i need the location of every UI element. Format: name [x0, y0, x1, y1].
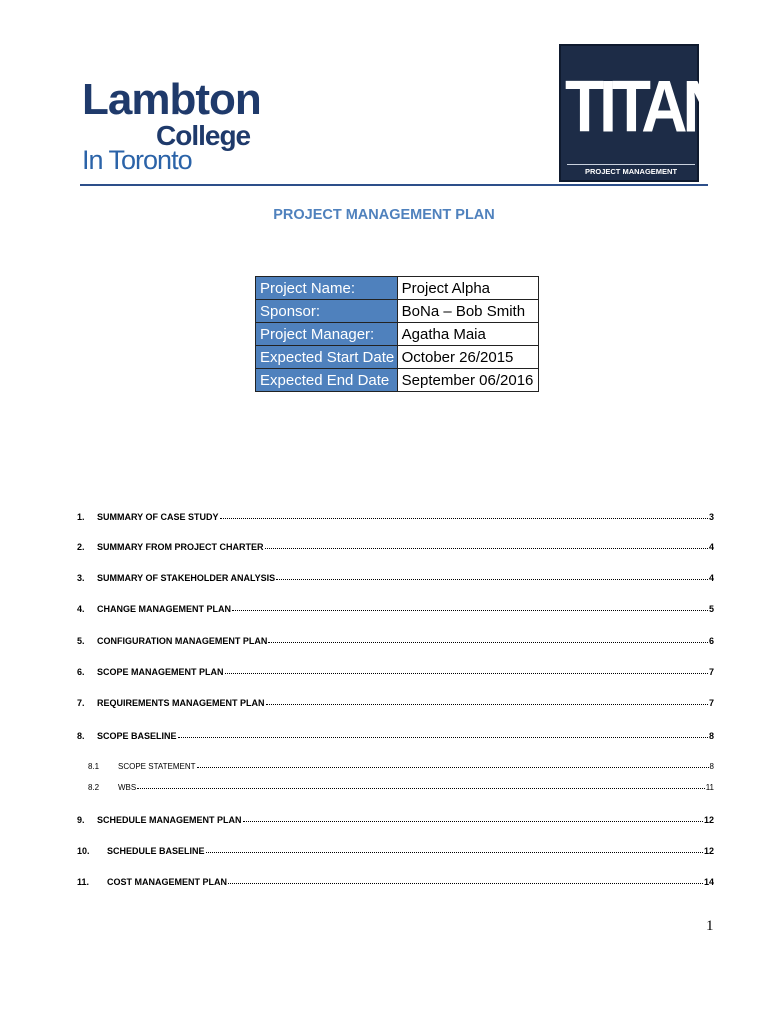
toc-dot-leader [220, 510, 708, 520]
toc-dot-leader [243, 813, 703, 823]
toc-dot-leader [137, 780, 704, 790]
toc-entry-page: 12 [703, 815, 714, 825]
toc-entry-label: COST MANAGEMENT PLAN [107, 877, 227, 887]
info-key: Project Name: [256, 277, 398, 300]
page-number: 1 [706, 918, 714, 934]
toc-entry-number: 7. [77, 698, 85, 708]
info-value: Project Alpha [397, 277, 538, 300]
toc-entry-page: 4 [708, 573, 714, 583]
info-row [256, 300, 539, 323]
toc-dot-leader [266, 696, 708, 706]
toc-entry-page: 7 [708, 667, 714, 677]
toc-entry-number: 10. [77, 846, 90, 856]
toc-entry-page: 8 [708, 731, 714, 741]
project-info-table [255, 276, 539, 392]
toc-entry-page: 5 [708, 604, 714, 614]
toc-entry[interactable] [77, 729, 714, 743]
titans-logo-name: TITANS [565, 64, 762, 148]
toc-entry-label: SUMMARY OF STAKEHOLDER ANALYSIS [97, 573, 276, 583]
toc-entry-label: SCOPE MANAGEMENT PLAN [97, 667, 224, 677]
toc-entry[interactable] [77, 540, 714, 554]
info-value: BoNa – Bob Smith [397, 300, 538, 323]
toc-entry-number: 8.1 [88, 762, 100, 771]
toc-entry-label: REQUIREMENTS MANAGEMENT PLAN [97, 698, 265, 708]
info-value: Agatha Maia [397, 323, 538, 346]
header-divider [80, 184, 708, 186]
toc-entry-label: SCHEDULE BASELINE [107, 846, 205, 856]
info-row [256, 369, 539, 392]
toc-entry-number: 3. [77, 573, 85, 583]
info-value: October 26/2015 [397, 346, 538, 369]
toc-entry[interactable] [77, 571, 714, 585]
toc-entry-label: SCOPE BASELINE [97, 731, 177, 741]
toc-dot-leader [178, 729, 708, 739]
toc-entry[interactable] [77, 813, 714, 827]
info-row [256, 277, 539, 300]
toc-entry-page: 6 [708, 636, 714, 646]
toc-entry-number: 5. [77, 636, 85, 646]
toc-entry-page: 8 [709, 762, 714, 771]
titans-logo [559, 44, 762, 182]
toc-entry[interactable] [88, 759, 714, 773]
toc-entry-number: 11. [77, 877, 90, 887]
toc-entry-number: 4. [77, 604, 85, 614]
info-value: September 06/2016 [397, 369, 538, 392]
toc-dot-leader [276, 571, 708, 581]
toc-entry[interactable] [77, 634, 714, 648]
info-key: Sponsor: [256, 300, 398, 323]
toc-entry-label: SCHEDULE MANAGEMENT PLAN [97, 815, 242, 825]
toc-entry-page: 12 [703, 846, 714, 856]
info-row [256, 323, 539, 346]
info-key: Expected End Date [256, 369, 398, 392]
toc-entry-page: 4 [708, 542, 714, 552]
toc-entry-number: 8. [77, 731, 85, 741]
toc-entry[interactable] [77, 696, 714, 710]
toc-dot-leader [225, 665, 708, 675]
titans-logo-tagline: PROJECT MANAGEMENT [567, 164, 695, 179]
toc-entry-label: SUMMARY FROM PROJECT CHARTER [97, 542, 264, 552]
toc-entry-label: WBS [118, 783, 137, 792]
toc-dot-leader [232, 602, 708, 612]
toc-dot-leader [228, 875, 703, 885]
toc-entry-page: 14 [703, 877, 714, 887]
toc-entry[interactable] [88, 780, 714, 794]
info-key: Project Manager: [256, 323, 398, 346]
toc-entry-label: CHANGE MANAGEMENT PLAN [97, 604, 231, 614]
logo-line-college: College [156, 120, 251, 151]
toc-entry-label: CONFIGURATION MANAGEMENT PLAN [97, 636, 268, 646]
toc-entry-number: 8.2 [88, 783, 100, 792]
logo-line-lambton: Lambton [82, 75, 261, 124]
toc-entry-number: 2. [77, 542, 85, 552]
toc-dot-leader [268, 634, 708, 644]
toc-entry-page: 11 [705, 783, 714, 792]
document-title: PROJECT MANAGEMENT PLAN [273, 207, 495, 223]
toc-entry[interactable] [77, 844, 714, 858]
toc-dot-leader [265, 540, 708, 550]
toc-entry-label: SUMMARY OF CASE STUDY [97, 512, 219, 522]
toc-entry-number: 6. [77, 667, 85, 677]
info-row [256, 346, 539, 369]
toc-dot-leader [206, 844, 703, 854]
toc-entry-number: 9. [77, 815, 85, 825]
toc-entry-page: 7 [708, 698, 714, 708]
toc-entry[interactable] [77, 875, 714, 889]
toc-entry[interactable] [77, 602, 714, 616]
lambton-college-logo [82, 75, 261, 178]
logo-line-in-toronto: In Toronto [82, 145, 192, 175]
toc-entry-label: SCOPE STATEMENT [118, 762, 196, 771]
toc-entry-number: 1. [77, 512, 85, 522]
toc-entry-page: 3 [708, 512, 714, 522]
toc-entry[interactable] [77, 665, 714, 679]
info-key: Expected Start Date [256, 346, 398, 369]
toc-dot-leader [197, 759, 709, 769]
toc-entry[interactable] [77, 510, 714, 524]
